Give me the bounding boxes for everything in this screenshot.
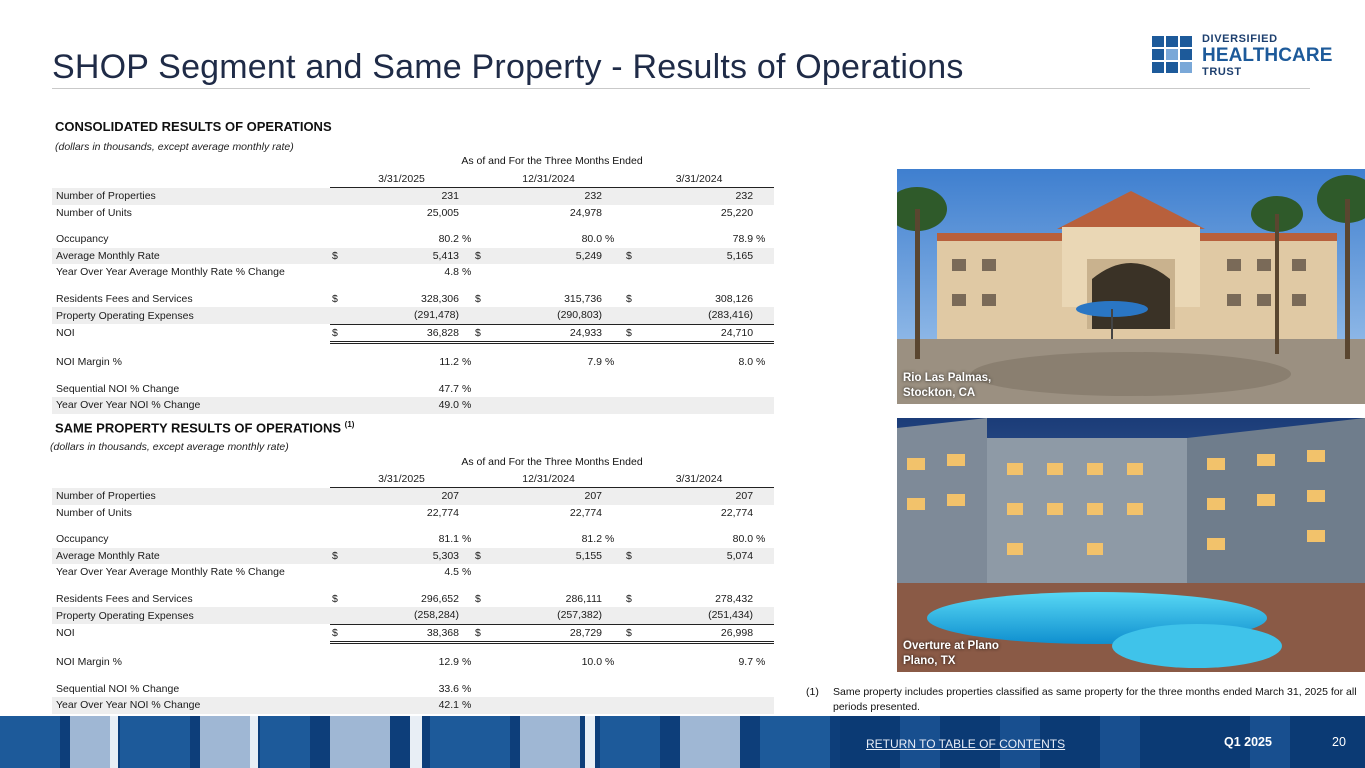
table-row: NOI $ 38,368 $ 28,729 $ 26,998: [52, 624, 774, 643]
table-row: Average Monthly Rate $ 5,303 $ 5,155 $ 5,074: [52, 548, 774, 565]
building-courtyard-image: [897, 169, 1365, 404]
logo-mark-icon: [1152, 36, 1194, 74]
consolidated-heading: CONSOLIDATED RESULTS OF OPERATIONS: [55, 119, 332, 134]
footer-building-image: [0, 716, 1365, 768]
return-to-toc-link[interactable]: RETURN TO TABLE OF CONTENTS: [866, 737, 1066, 751]
table-row: Year Over Year Average Monthly Rate % Change 4.5 %: [56, 566, 472, 579]
column-header: 3/31/2024: [624, 171, 774, 188]
table-row: Year Over Year NOI % Change 49.0 %: [52, 397, 774, 414]
column-header: 3/31/2025: [330, 171, 473, 188]
property-photo-rio-las-palmas: [897, 169, 1365, 404]
column-header: 3/31/2025: [330, 471, 473, 488]
table-row: NOI Margin % 12.9 % 10.0 % 9.7 %: [56, 656, 766, 669]
table-row: Average Monthly Rate $ 5,413 $ 5,249 $ 5,165: [52, 248, 774, 265]
table-row: Year Over Year NOI % Change 42.1 %: [52, 697, 774, 714]
table-row: Residents Fees and Services $ 296,652 $ 286,111 $ 278,432: [56, 592, 754, 605]
photo-caption: Overture at Plano Plano, TX: [903, 640, 999, 667]
quarter-label: Q1 2025: [1224, 735, 1272, 749]
footer-banner: [0, 716, 1365, 768]
footnote: [806, 685, 1361, 714]
footnote-text: Same property includes properties classified as same property for the three months ended March 31, 2025 for all periods presented.: [833, 686, 1357, 713]
same-property-period-header: As of and For the Three Months Ended: [461, 456, 643, 468]
same-property-units-note: (dollars in thousands, except average monthly rate): [50, 441, 289, 453]
table-row: Property Operating Expenses (258,284) (257,382) (251,434): [52, 607, 774, 624]
table-row: Residents Fees and Services $ 328,306 $ 315,736 $ 308,126: [56, 292, 754, 305]
table-row: Occupancy 80.2 % 80.0 % 78.9 %: [56, 233, 766, 246]
consolidated-period-header: As of and For the Three Months Ended: [461, 155, 643, 167]
title-divider: [52, 88, 1310, 89]
footnote-marker: (1): [344, 420, 355, 429]
consolidated-table: [52, 171, 774, 414]
page-title: SHOP Segment and Same Property - Results of Operations: [52, 48, 964, 86]
same-property-heading: [55, 420, 354, 435]
footnote-number: (1): [806, 686, 819, 698]
table-header-row: [52, 171, 774, 188]
table-row: Number of Units 22,774 22,774 22,774: [56, 506, 754, 519]
table-row: Year Over Year Average Monthly Rate % Change 4.8 %: [56, 266, 472, 279]
logo-line1: DIVERSIFIED: [1202, 33, 1278, 45]
photo-caption: Rio Las Palmas, Stockton, CA: [903, 372, 992, 399]
logo-line2: HEALTHCARE: [1202, 45, 1333, 66]
logo-line3: TRUST: [1202, 66, 1242, 78]
table-row: NOI Margin % 11.2 % 7.9 % 8.0 %: [56, 356, 766, 369]
page-number: 20: [1332, 735, 1346, 749]
same-property-table: [52, 471, 774, 714]
column-header: 12/31/2024: [473, 171, 624, 188]
same-property-heading-text: SAME PROPERTY RESULTS OF OPERATIONS: [55, 420, 342, 436]
property-photo-overture-at-plano: [897, 418, 1365, 672]
table-row: Number of Properties 207 207 207: [52, 488, 774, 505]
column-header: 3/31/2024: [624, 471, 774, 488]
table-header-row: [52, 471, 774, 488]
table-row: Sequential NOI % Change 47.7 %: [56, 382, 472, 395]
table-row: Occupancy 81.1 % 81.2 % 80.0 %: [56, 533, 766, 546]
table-row: Number of Units 25,005 24,978 25,220: [56, 206, 754, 219]
consolidated-units-note: (dollars in thousands, except average monthly rate): [55, 141, 294, 153]
table-row: NOI $ 36,828 $ 24,933 $ 24,710: [52, 324, 774, 343]
column-header: 12/31/2024: [473, 471, 624, 488]
table-row: Sequential NOI % Change 33.6 %: [56, 682, 472, 695]
table-row: Property Operating Expenses (291,478) (290,803) (283,416): [52, 307, 774, 324]
company-logo: [1152, 33, 1333, 78]
table-row: Number of Properties 231 232 232: [52, 188, 774, 205]
building-pool-image: [897, 418, 1365, 672]
